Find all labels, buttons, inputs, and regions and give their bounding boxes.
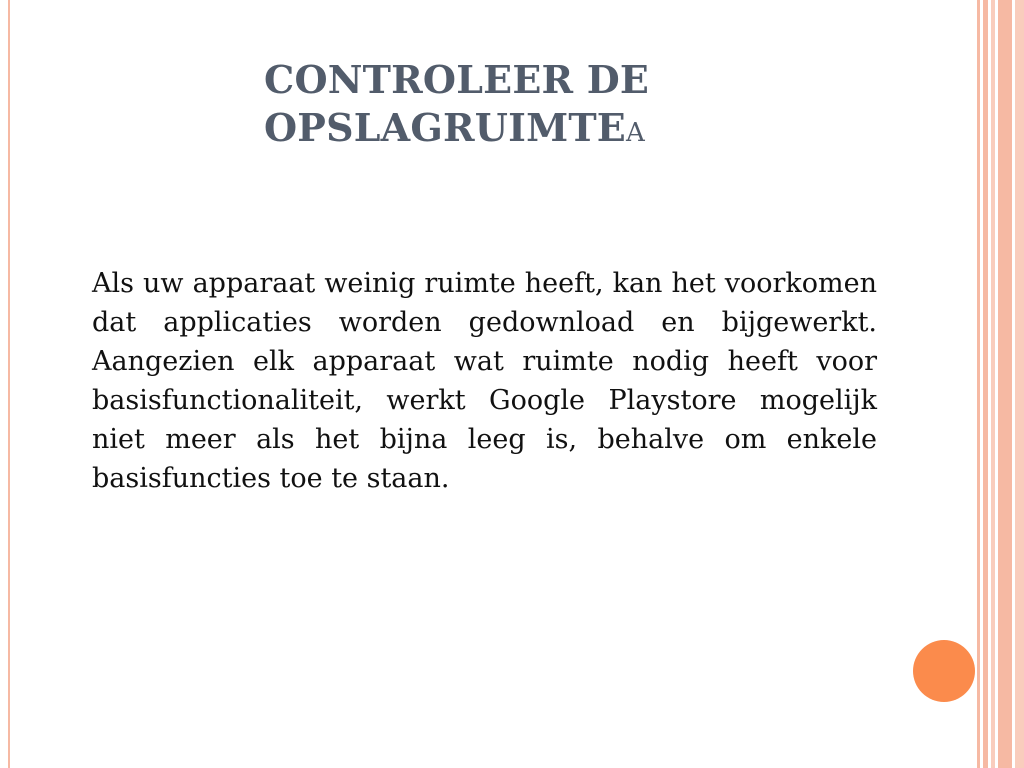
right-decor-stripe <box>1015 0 1024 768</box>
right-decor-stripe <box>998 0 1012 768</box>
slide-title <box>264 56 884 157</box>
slide-title-suffix: A <box>625 118 645 148</box>
orange-circle-decoration <box>913 640 975 702</box>
right-decor-stripe <box>991 0 995 768</box>
left-border-line <box>8 0 10 768</box>
right-decor-stripe <box>983 0 988 768</box>
slide-title-main: CONTROLEER DE OPSLAGRUIMTE <box>264 57 650 150</box>
right-decor-stripe <box>977 0 980 768</box>
slide-body-text: Als uw apparaat weinig ruimte heeft, kan het voorkomen dat applicaties worden gedownload en bijgewerkt. Aangezien elk apparaat wat ruimte nodig heeft voor basisfunctionaliteit, werkt Google Playstore mogelijk niet meer als het bijna leeg is, behalve om enkele basisfuncties toe te staan. <box>92 268 877 494</box>
